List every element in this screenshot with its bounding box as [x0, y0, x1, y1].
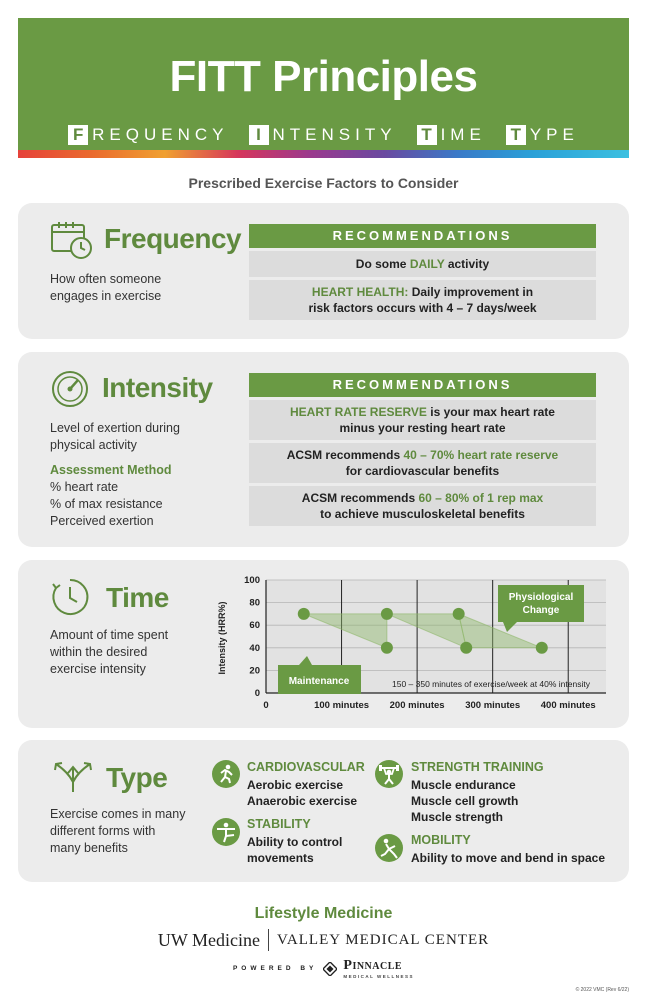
intensity-desc: [50, 420, 180, 530]
powered-by-text: POWERED BY: [232, 965, 318, 972]
powered-by: [0, 958, 647, 979]
pinnacle-rest: INNACLE: [352, 961, 403, 972]
time-title: Time: [106, 582, 169, 613]
lifestyle-medicine-label: Lifestyle Medicine: [254, 905, 393, 922]
recommendation-row: [249, 486, 596, 526]
type-desc: [50, 806, 185, 857]
uw-medicine-text: UW Medicine: [157, 929, 261, 950]
rec-text: ACSM recommends: [286, 448, 404, 462]
cardiovascular-title: CARDIOVASCULAR: [247, 760, 365, 774]
rec-text: Daily improvement in: [408, 285, 534, 299]
data-point: [381, 642, 393, 654]
fitt-letter: T: [506, 125, 526, 145]
fitt-letter: I: [249, 125, 269, 145]
mobility-title: MOBILITY: [411, 833, 471, 847]
weightlifter-icon: [375, 760, 403, 788]
fitt-word: IME: [440, 125, 486, 144]
x-tick-label: 300 minutes: [465, 700, 521, 711]
y-tick-label: 20: [249, 665, 260, 677]
rec-text: ACSM recommends: [301, 491, 419, 505]
type-line: Anaerobic exercise: [247, 794, 358, 808]
rec-text: minus your resting heart rate: [339, 421, 506, 435]
data-point: [453, 608, 465, 620]
strength-training-title: STRENGTH TRAINING: [411, 760, 544, 774]
page-title: FITT Principles: [169, 52, 478, 101]
x-tick-label: 0: [263, 700, 269, 711]
recommendation-row: [249, 251, 596, 277]
speedometer-icon: [50, 369, 90, 409]
recommendation-row: [249, 400, 596, 440]
data-point: [536, 642, 548, 654]
rec-text: for cardiovascular benefits: [345, 464, 500, 478]
type-line: Aerobic exercise: [247, 778, 344, 792]
header-banner: [18, 18, 629, 150]
time-desc: [50, 627, 168, 678]
data-point: [298, 608, 310, 620]
stretching-icon: [375, 834, 403, 862]
maintenance-label: Maintenance: [288, 676, 350, 687]
desc-line: different forms with: [50, 824, 156, 838]
x-tick-label: 100 minutes: [314, 700, 370, 711]
recommendation-row: [249, 280, 596, 320]
time-intensity-chart: [211, 570, 611, 720]
rec-text: to achieve musculoskeletal benefits: [320, 507, 525, 521]
fitt-type: [506, 125, 579, 145]
rec-highlight: DAILY: [409, 257, 445, 271]
time-panel: [18, 560, 629, 728]
intensity-panel: [18, 352, 629, 547]
type-line: Ability to control: [247, 835, 343, 849]
type-title: Type: [106, 762, 168, 793]
clock-icon: [50, 577, 90, 617]
y-tick-label: 100: [244, 575, 260, 586]
desc-line: Level of exertion during: [50, 421, 180, 435]
pinnacle-logo-icon: [323, 962, 337, 976]
desc-line: physical activity: [50, 438, 137, 452]
fitt-frequency: [68, 125, 228, 145]
copyright: © 2022 VMC (Rev 6/22): [575, 987, 629, 993]
fitt-word: REQUENCY: [92, 125, 229, 144]
logo-divider: [268, 929, 269, 951]
uw-medicine-logo: [0, 929, 647, 951]
rec-text: activity: [444, 257, 490, 271]
subtitle: Prescribed Exercise Factors to Consider: [188, 175, 459, 191]
x-tick-label: 200 minutes: [389, 700, 445, 711]
y-tick-label: 60: [249, 620, 260, 632]
pinnacle-name: [343, 958, 414, 979]
data-point: [381, 608, 393, 620]
desc-line: Amount of time spent: [50, 628, 169, 642]
pinnacle-subtitle: MEDICAL WELLNESS: [343, 974, 415, 979]
type-line: Muscle strength: [411, 810, 504, 824]
pinnacle-initial: P: [343, 958, 353, 973]
assessment-item: Perceived exertion: [50, 514, 154, 528]
desc-line: within the desired: [50, 645, 148, 659]
chart-note: 150 – 350 minutes of exercise/week at 40% intensity: [392, 679, 590, 689]
assessment-item: % of max resistance: [50, 497, 163, 511]
recommendations-header: RECOMMENDATIONS: [249, 224, 596, 248]
type-line: Ability to move and bend in space: [411, 851, 606, 865]
desc-line: many benefits: [50, 841, 128, 855]
type-panel: [18, 740, 629, 882]
fitt-intensity: [249, 125, 397, 145]
valley-medical-text: VALLEY MEDICAL CENTER: [277, 931, 490, 948]
rainbow-stripe: [18, 150, 629, 158]
runner-icon: [212, 760, 240, 788]
rec-text: is your max heart rate: [426, 405, 555, 419]
y-tick-label: 80: [249, 597, 260, 609]
recommendations-header: RECOMMENDATIONS: [249, 373, 596, 397]
rec-highlight: 60 – 80% of 1 rep max: [418, 491, 544, 505]
fitt-letter: F: [68, 125, 88, 145]
desc-line: exercise intensity: [50, 662, 146, 676]
frequency-title: Frequency: [104, 223, 242, 254]
desc-line: engages in exercise: [50, 289, 162, 303]
fitt-time: [417, 125, 486, 145]
y-axis-label: Intensity (HRR%): [217, 601, 227, 675]
stability-title: STABILITY: [247, 817, 311, 831]
calendar-clock-icon: [50, 220, 94, 260]
fitt-acronym: [18, 125, 629, 145]
physiological-label-1: Physiological: [508, 592, 574, 603]
y-tick-label: 40: [249, 642, 260, 654]
fitt-letter: T: [417, 125, 437, 145]
rec-highlight: HEART RATE RESERVE: [290, 405, 427, 419]
rec-text: risk factors occurs with 4 – 7 days/week: [308, 301, 537, 315]
intensity-title: Intensity: [102, 372, 213, 403]
branching-arrows-icon: [50, 754, 96, 794]
rec-highlight: 40 – 70% heart rate reserve: [403, 448, 559, 462]
desc-line: Exercise comes in many: [50, 807, 186, 821]
type-line: Muscle cell growth: [411, 794, 519, 808]
fitt-word: YPE: [529, 125, 579, 144]
data-point: [460, 642, 472, 654]
x-tick-label: 400 minutes: [540, 700, 596, 711]
type-line: Muscle endurance: [411, 778, 516, 792]
physiological-label-2: Change: [522, 605, 560, 616]
recommendation-row: [249, 443, 596, 483]
assessment-item: % heart rate: [50, 480, 119, 494]
desc-line: How often someone: [50, 272, 162, 286]
type-line: movements: [247, 851, 314, 865]
rec-highlight: HEART HEALTH:: [311, 285, 409, 299]
fitt-word: NTENSITY: [272, 125, 397, 144]
y-tick-label: 0: [254, 688, 260, 699]
frequency-desc: [50, 271, 161, 305]
rec-text: Do some: [355, 257, 410, 271]
assessment-title: Assessment Method: [50, 463, 172, 477]
balance-pose-icon: [212, 818, 240, 846]
frequency-panel: [18, 203, 629, 339]
